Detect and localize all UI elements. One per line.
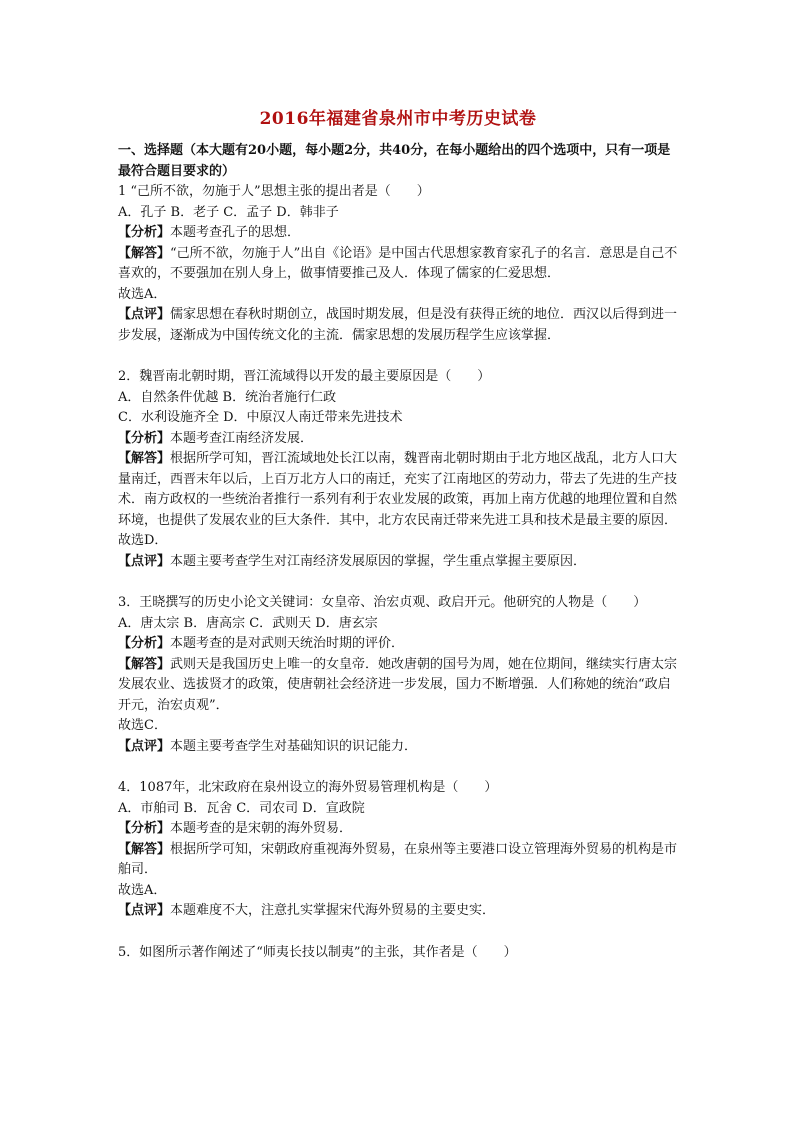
question-options: A．唐太宗 B．唐高宗 C．武则天 D．唐玄宗	[118, 615, 378, 631]
analysis-tag: 【分析】	[118, 430, 171, 446]
question-options: C．水利设施齐全 D．中原汉人南迁带来先进技术	[118, 410, 403, 425]
exam-title: 2016年福建省泉州市中考历史试卷	[259, 109, 537, 129]
analysis-tag: 【分析】	[118, 821, 171, 836]
analysis-text: 本题考查江南经济发展．	[170, 430, 314, 446]
section-heading: 一、选择题（本大题有20小题，每小题2分，共40分，在每小题给出的四个选项中，只有一项是最符合题目要求的）	[118, 143, 671, 179]
question-1	[118, 182, 678, 346]
analysis-text: 本题考查的是宋朝的海外贸易．	[170, 821, 353, 836]
choice: 故选D．	[118, 533, 168, 548]
answer-tag: 【解答】	[118, 841, 171, 857]
question-stem: 1 “己所不欲，勿施于人”思想主张的提出者是（ ）	[118, 184, 430, 199]
analysis-text: 本题考查的是对武则天统治时期的评价．	[170, 636, 405, 651]
comment	[118, 305, 678, 346]
comment-tag: 【点评】	[118, 307, 171, 322]
answer-tag: 【解答】	[118, 656, 171, 672]
analysis	[118, 223, 678, 244]
analysis	[118, 634, 678, 655]
comment-tag: 【点评】	[118, 903, 171, 918]
comment	[118, 552, 678, 573]
answer-text: 根据所学可知，宋朝政府重视海外贸易，在泉州等主要港口设立管理海外贸易的机构是市舶司．	[118, 841, 678, 877]
question-stem: 4．1087年，北宋政府在泉州设立的海外贸易管理机构是（ ）	[118, 780, 498, 795]
choice: 故选A．	[118, 286, 167, 302]
question-stem: 3．王晓撰写的历史小论文关键词：女皇帝、治宏贞观、政启开元。他研究的人物是（ ）	[118, 595, 647, 610]
answer-tag: 【解答】	[118, 245, 171, 261]
answer	[118, 655, 678, 717]
question-stem: 2．魏晋南北朝时期，晋江流域得以开发的最主要原因是（ ）	[118, 369, 491, 384]
question-3	[118, 593, 678, 757]
answer	[118, 449, 678, 531]
question-4	[118, 778, 678, 922]
question-options: A．孔子 B．老子 C．孟子 D．韩非子	[118, 204, 339, 220]
question-5-stem: 5．如图所示著作阐述了“师夷长技以制夷”的主张，其作者是（ ）	[118, 944, 517, 960]
comment	[118, 901, 678, 922]
analysis-tag: 【分析】	[118, 636, 171, 651]
answer-text: “己所不欲，勿施于人”出自《论语》是中国古代思想家教育家孔子的名言．意思是自己不喜欢的，不要强加在别人身上，做事情要推己及人．体现了儒家的仁爱思想．	[118, 245, 678, 281]
question-options: A．市舶司 B．瓦舍 C．司农司 D．宣政院	[118, 800, 365, 816]
comment-text: 本题主要考查学生对江南经济发展原因的掌握，学生重点掌握主要原因．	[170, 553, 587, 569]
question-options: A．自然条件优越 B．统治者施行仁政	[118, 389, 337, 405]
choice: 故选C．	[118, 718, 167, 733]
analysis	[118, 429, 678, 450]
analysis	[118, 819, 678, 840]
comment-text: 本题难度不大，注意扎实掌握宋代海外贸易的主要史实．	[170, 903, 496, 918]
comment-text: 本题主要考查学生对基础知识的识记能力．	[170, 738, 418, 754]
answer-text: 武则天是我国历史上唯一的女皇帝．她改唐朝的国号为周，她在位期间，继续实行唐太宗发展农业、选拔贤才的政策，使唐朝社会经济进一步发展，国力不断增强．人们称她的统治“政启开元，治宏贞观”．	[118, 656, 678, 713]
choice: 故选A．	[118, 882, 167, 898]
answer-text: 根据所学可知，晋江流域地处长江以南，魏晋南北朝时期由于北方地区战乱，北方人口大量南迁，西晋末年以后，上百万北方人口的南迁，充实了江南地区的劳动力，带去了先进的生产技术．南方政权的一些统治者推行一系列有利于农业发展的政策，再加上南方优越的地理位置和自然环境，也提供了发展农业的巨大条件．其中，北方农民南迁带来先进工具和技术是最主要的原因．	[118, 451, 678, 528]
answer	[118, 840, 678, 881]
comment-text: 儒家思想在春秋时期创立，战国时期发展，但是没有获得正统的地位．西汉以后得到进一步发展，逐渐成为中国传统文化的主流．儒家思想的发展历程学生应该掌握．	[118, 307, 678, 343]
analysis-tag: 【分析】	[118, 225, 171, 240]
comment-tag: 【点评】	[118, 738, 171, 754]
comment	[118, 737, 678, 758]
answer-tag: 【解答】	[118, 451, 171, 466]
answer	[118, 244, 678, 285]
exam-page	[118, 100, 678, 963]
question-2	[118, 367, 678, 572]
analysis-text: 本题考查孔子的思想．	[170, 225, 301, 240]
comment-tag: 【点评】	[118, 553, 171, 569]
